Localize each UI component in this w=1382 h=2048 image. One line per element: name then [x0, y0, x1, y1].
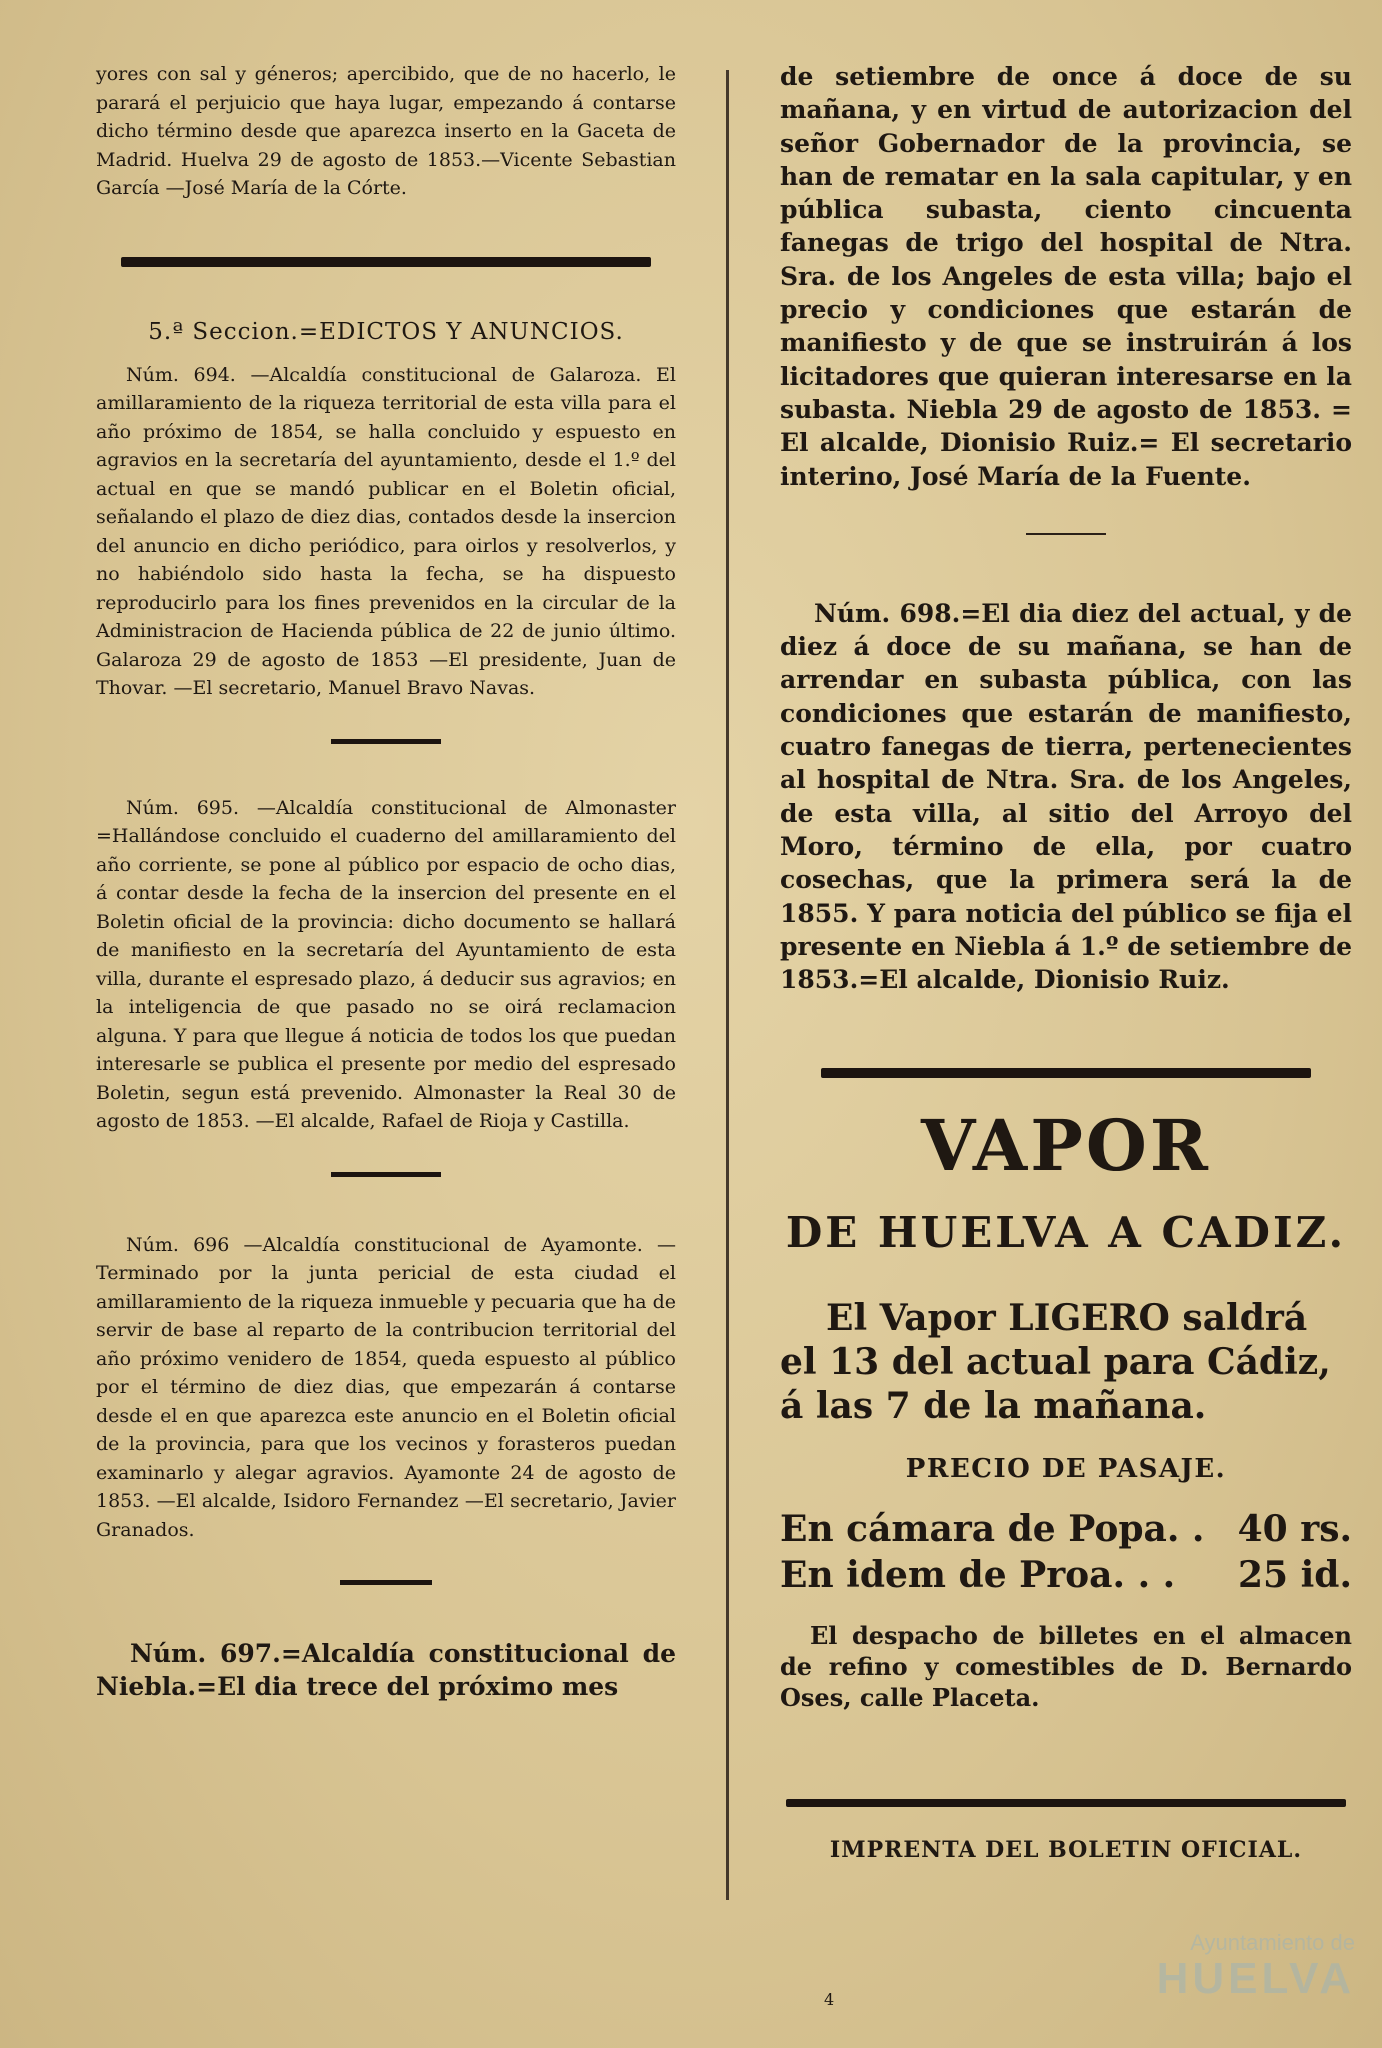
imprint: IMPRENTA DEL BOLETIN OFICIAL. [829, 1837, 1303, 1864]
page-number: 4 [824, 1990, 835, 2009]
notice-698: Núm. 698.=El dia diez del actual, y de diez á doce de su mañana, se han de arrendar en subasta pública, con las condiciones que estarán de manifiesto, cuatro fanegas de tierra, pertenecientes al hospital de Ntra. Sra. de los Angeles, de esta villa, al sitio del Arroyo del Moro, término de ella, por cuatro cosechas, que la primera será la de 1855. Y para noticia del público se fija el presente en Niebla á 1.º de setiembre de 1853.=El alcalde, Dionisio Ruiz. [780, 598, 1352, 995]
notice-695: Núm. 695. —Alcaldía constitucional de Almonaster =Hallándose concluido el cuaderno del amillaramiento del año corriente, se pone al público por espacio de ocho dias, á contar desde la fecha de la insercion del presente en el Boletin oficial de la provincia: dicho documento se hallará de manifiesto en la secretaría del Ayuntamiento de esta villa, durante el espresado plazo, á deducir sus agravios; en la inteligencia de que pasado no se oirá reclamacion alguna. Y para que llegue á noticia de todos los que puedan interesarle se publica el presente por medio del espresado Boletin, segun está prevenido. Almonaster la Real 30 de agosto de 1853. —El alcalde, Rafael de Rioja y Castilla. [96, 796, 676, 1132]
price-list [780, 1506, 1352, 1598]
ad-body: El Vapor LIGERO saldrá el 13 del actual para Cádiz, á las 7 de la mañana. [780, 1297, 1331, 1428]
thick-rule [786, 1799, 1346, 1807]
notice-697-start: Núm. 697.=Alcaldía constitucional de Niebla.=El dia trece del próximo mes [96, 1639, 676, 1702]
watermark-logo [1095, 1930, 1355, 2010]
price-amount: 25 id. [1237, 1554, 1352, 1597]
watermark-line2: HUELVA [1156, 1954, 1355, 2003]
section-heading: 5.ª Seccion.=EDICTOS Y ANUNCIOS. [148, 318, 624, 345]
continuation-paragraph: yores con sal y géneros; apercibido, que de no hacerlo, le parará el perjuicio que haya lugar, empezando á contarse dicho término desde que aparezca inserto en la Gaceta de Madrid. Huelva 29 de agosto de 1853.—Vicente Sebastian García —José María de la Córte. [96, 63, 676, 199]
separator [1026, 533, 1106, 535]
separator [331, 1172, 441, 1177]
price-amount: 40 rs. [1237, 1508, 1352, 1551]
watermark-line1: Ayuntamiento de [1190, 1930, 1355, 1955]
separator [340, 1580, 432, 1585]
price-label: En idem de Proa. . . [780, 1554, 1176, 1597]
notice-697-continuation: de setiembre de once á doce de su mañana, y en virtud de autorizacion del señor Gobernador de la provincia, se han de rematar en la sala capitular, y en pública subasta, ciento cincuenta fanegas de trigo del hospital de Ntra. Sra. de los Angeles de esta villa; bajo el precio y condiciones que estarán de manifiesto y de que se instruirán á los licitadores que quieran interesarse en la subasta. Niebla 29 de agosto de 1853. = El alcalde, Dionisio Ruiz.= El secretario interino, José María de la Fuente. [780, 62, 1352, 491]
notice-696: Núm. 696 —Alcaldía constitucional de Ayamonte. —Terminado por la junta pericial de esta ciudad el amillaramiento de la riqueza inmueble y pecuaria que ha de servir de base al reparto de la contribucion territorial del año próximo venidero de 1854, queda espuesto al público por el término de diez dias, que empezarán á contarse desde el en que aparezca este anuncio en el Boletin oficial de la provincia, para que los vecinos y forasteros puedan examinarlo y alegar agravios. Ayamonte 24 de agosto de 1853. —El alcalde, Isidoro Fernandez —El secretario, Javier Granados. [96, 1233, 677, 1541]
left-column [96, 60, 676, 1704]
separator [331, 739, 441, 744]
notice-694: Núm. 694. —Alcaldía constitucional de Galaroza. El amillaramiento de la riqueza territorial de esta villa para el año próximo de 1854, se halla concluido y espuesto en agravios en la secretaría del ayuntamiento, desde el 1.º del actual en que se mandó publicar en el Boletin oficial, señalando el plazo de diez dias, contados desde la insercion del anuncio en dicho periódico, para oirlos y resolverlos, y no habiéndolo sido hasta la fecha, se ha dispuesto reproducirlo para los fines prevenidos en la circular de la Administracion de Hacienda pública de 22 de junio último. Galaroza 29 de agosto de 1853 —El presidente, Juan de Thovar. —El secretario, Manuel Bravo Navas. [96, 363, 676, 699]
thick-rule [821, 1068, 1311, 1078]
steamer-advertisement [780, 1106, 1352, 1713]
ad-price-heading: PRECIO DE PASAJE. [905, 1454, 1227, 1485]
ad-title: VAPOR [921, 1104, 1211, 1188]
right-column [780, 60, 1352, 1863]
price-row-popa [780, 1506, 1352, 1552]
ad-note: El despacho de billetes en el almacen de refino y comestibles de D. Bernardo Oses, calle Placeta. [780, 1621, 1352, 1713]
thick-rule [121, 257, 651, 267]
ad-subtitle: DE HUELVA A CADIZ. [785, 1208, 1347, 1258]
column-divider [726, 70, 729, 1900]
price-row-proa [780, 1552, 1352, 1598]
price-label: En cámara de Popa. . [780, 1508, 1205, 1551]
